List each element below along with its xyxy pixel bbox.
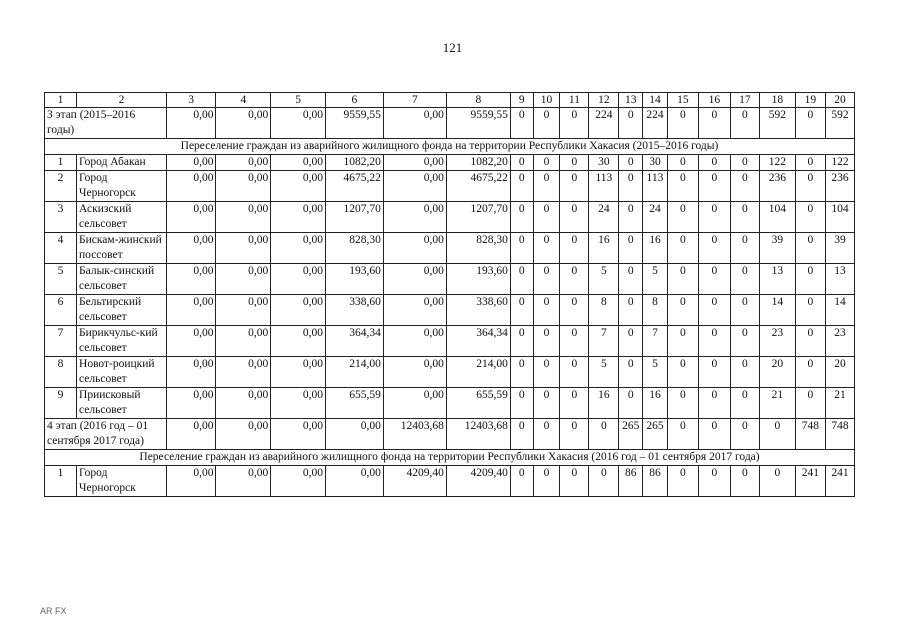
value-cell: 0,00: [216, 388, 271, 419]
value-cell: 1207,70: [325, 202, 383, 233]
value-cell: 0: [560, 357, 589, 388]
value-cell: 0: [560, 295, 589, 326]
value-cell: 0: [510, 326, 533, 357]
column-number-cell: 10: [533, 93, 560, 108]
value-cell: 5: [643, 357, 668, 388]
value-cell: 122: [759, 155, 795, 171]
value-cell: 0,00: [271, 108, 326, 139]
value-cell: 0,00: [383, 202, 446, 233]
value-cell: 0: [698, 419, 730, 450]
value-cell: 0: [698, 202, 730, 233]
value-cell: 0: [730, 388, 759, 419]
section-heading-row: [45, 139, 855, 155]
value-cell: 8: [643, 295, 668, 326]
value-cell: 0: [510, 202, 533, 233]
value-cell: 0,00: [383, 357, 446, 388]
column-number-cell: 16: [698, 93, 730, 108]
value-cell: 241: [795, 466, 825, 497]
column-number-cell: 15: [667, 93, 698, 108]
value-cell: 0: [698, 326, 730, 357]
value-cell: 0: [533, 419, 560, 450]
value-cell: 14: [825, 295, 854, 326]
value-cell: 0,00: [216, 171, 271, 202]
value-cell: 0,00: [271, 295, 326, 326]
column-number-cell: 12: [589, 93, 619, 108]
table-row: [45, 264, 855, 295]
municipality-name: Аскизский сельсовет: [77, 202, 167, 233]
value-cell: 0,00: [216, 419, 271, 450]
value-cell: 0,00: [271, 466, 326, 497]
row-number: 5: [45, 264, 77, 295]
value-cell: 0,00: [271, 388, 326, 419]
value-cell: 0,00: [166, 419, 216, 450]
row-number: 8: [45, 357, 77, 388]
value-cell: 592: [825, 108, 854, 139]
value-cell: 0: [795, 233, 825, 264]
value-cell: 0: [533, 357, 560, 388]
value-cell: 0: [730, 357, 759, 388]
value-cell: 0: [698, 466, 730, 497]
value-cell: 0,00: [216, 155, 271, 171]
value-cell: 122: [825, 155, 854, 171]
value-cell: 0: [667, 466, 698, 497]
housing-resettlement-table: [44, 92, 855, 497]
column-number-cell: 1: [45, 93, 77, 108]
value-cell: 0: [560, 171, 589, 202]
value-cell: 21: [759, 388, 795, 419]
value-cell: 0,00: [166, 155, 216, 171]
column-number-cell: 2: [77, 93, 167, 108]
table-row: [45, 171, 855, 202]
footer-mark: AR FX: [40, 606, 67, 616]
value-cell: 0: [698, 388, 730, 419]
value-cell: 0: [795, 264, 825, 295]
value-cell: 0: [795, 108, 825, 139]
municipality-name: Бирикчульс-кий сельсовет: [77, 326, 167, 357]
value-cell: 338,60: [325, 295, 383, 326]
value-cell: 4675,22: [325, 171, 383, 202]
table-row: [45, 466, 855, 497]
value-cell: 0,00: [271, 155, 326, 171]
value-cell: 265: [619, 419, 643, 450]
value-cell: 16: [589, 233, 619, 264]
value-cell: 0,00: [166, 388, 216, 419]
value-cell: 0: [667, 388, 698, 419]
value-cell: 0: [698, 171, 730, 202]
value-cell: 24: [643, 202, 668, 233]
column-number-cell: 9: [510, 93, 533, 108]
value-cell: 0: [619, 155, 643, 171]
value-cell: 0: [730, 108, 759, 139]
column-number-cell: 18: [759, 93, 795, 108]
value-cell: 0,00: [166, 264, 216, 295]
value-cell: 0: [698, 357, 730, 388]
value-cell: 0,00: [166, 108, 216, 139]
value-cell: 0,00: [383, 233, 446, 264]
stage4-total-row: [45, 419, 855, 450]
value-cell: 224: [643, 108, 668, 139]
value-cell: 7: [643, 326, 668, 357]
value-cell: 20: [759, 357, 795, 388]
value-cell: 0: [589, 419, 619, 450]
value-cell: 0: [667, 171, 698, 202]
value-cell: 0: [698, 108, 730, 139]
value-cell: 1082,20: [325, 155, 383, 171]
value-cell: 0,00: [271, 357, 326, 388]
value-cell: 0: [667, 155, 698, 171]
value-cell: 16: [589, 388, 619, 419]
page-number: 121: [442, 40, 463, 55]
value-cell: 0: [730, 295, 759, 326]
value-cell: 748: [795, 419, 825, 450]
value-cell: 0: [667, 357, 698, 388]
value-cell: 0,00: [216, 295, 271, 326]
value-cell: 655,59: [325, 388, 383, 419]
value-cell: 0: [730, 326, 759, 357]
value-cell: 0,00: [383, 326, 446, 357]
value-cell: 0,00: [216, 108, 271, 139]
value-cell: 0: [510, 419, 533, 450]
value-cell: 0: [730, 171, 759, 202]
value-cell: 0: [533, 326, 560, 357]
municipality-name: Бискам-жинский поссовет: [77, 233, 167, 264]
value-cell: 193,60: [446, 264, 510, 295]
value-cell: 1082,20: [446, 155, 510, 171]
value-cell: 104: [825, 202, 854, 233]
value-cell: 214,00: [325, 357, 383, 388]
value-cell: 0,00: [216, 202, 271, 233]
table-row: [45, 326, 855, 357]
column-number-row: [45, 93, 855, 108]
stage-label: 4 этап (2016 год – 01 сентября 2017 года): [45, 419, 167, 450]
value-cell: 0: [510, 357, 533, 388]
value-cell: 0: [533, 171, 560, 202]
value-cell: 0: [759, 419, 795, 450]
table-row: [45, 388, 855, 419]
value-cell: 0: [795, 171, 825, 202]
value-cell: 241: [825, 466, 854, 497]
value-cell: 338,60: [446, 295, 510, 326]
value-cell: 0: [730, 233, 759, 264]
value-cell: 0,00: [325, 419, 383, 450]
value-cell: 0: [510, 233, 533, 264]
row-number: 1: [45, 155, 77, 171]
column-number-cell: 3: [166, 93, 216, 108]
value-cell: 4209,40: [383, 466, 446, 497]
value-cell: 0: [619, 108, 643, 139]
value-cell: 828,30: [325, 233, 383, 264]
value-cell: 9559,55: [446, 108, 510, 139]
value-cell: 0: [560, 419, 589, 450]
section-heading-row: [45, 450, 855, 466]
value-cell: 828,30: [446, 233, 510, 264]
row-number: 2: [45, 171, 77, 202]
stage3-total-row: [45, 108, 855, 139]
value-cell: 0: [795, 295, 825, 326]
value-cell: 0,00: [383, 264, 446, 295]
value-cell: 21: [825, 388, 854, 419]
value-cell: 0: [510, 388, 533, 419]
row-number: 4: [45, 233, 77, 264]
value-cell: 0: [667, 326, 698, 357]
value-cell: 0,00: [166, 466, 216, 497]
value-cell: 0: [667, 202, 698, 233]
value-cell: 0: [667, 233, 698, 264]
value-cell: 0: [560, 233, 589, 264]
value-cell: 0: [533, 155, 560, 171]
value-cell: 0: [730, 264, 759, 295]
value-cell: 0: [560, 264, 589, 295]
value-cell: 0: [619, 202, 643, 233]
value-cell: 0: [533, 233, 560, 264]
table-row: [45, 202, 855, 233]
value-cell: 0,00: [166, 295, 216, 326]
row-number: 1: [45, 466, 77, 497]
value-cell: 0: [730, 419, 759, 450]
value-cell: 0,00: [216, 326, 271, 357]
value-cell: 0,00: [166, 202, 216, 233]
value-cell: 0,00: [216, 264, 271, 295]
value-cell: 30: [643, 155, 668, 171]
value-cell: 224: [589, 108, 619, 139]
value-cell: 4675,22: [446, 171, 510, 202]
value-cell: 12403,68: [383, 419, 446, 450]
value-cell: 0,00: [383, 388, 446, 419]
value-cell: 214,00: [446, 357, 510, 388]
value-cell: 0,00: [271, 171, 326, 202]
value-cell: 0: [560, 155, 589, 171]
column-number-cell: 8: [446, 93, 510, 108]
value-cell: 23: [759, 326, 795, 357]
value-cell: 0: [619, 326, 643, 357]
value-cell: 0: [795, 202, 825, 233]
value-cell: 14: [759, 295, 795, 326]
value-cell: 0: [533, 388, 560, 419]
value-cell: 0: [698, 155, 730, 171]
value-cell: 0,00: [166, 233, 216, 264]
value-cell: 0: [510, 264, 533, 295]
municipality-name: Город Черногорск: [77, 466, 167, 497]
value-cell: 0,00: [325, 466, 383, 497]
value-cell: 0: [510, 155, 533, 171]
row-number: 7: [45, 326, 77, 357]
value-cell: 0: [667, 419, 698, 450]
column-number-cell: 4: [216, 93, 271, 108]
value-cell: 8: [589, 295, 619, 326]
value-cell: 0: [510, 108, 533, 139]
value-cell: 0: [533, 295, 560, 326]
value-cell: 0,00: [271, 264, 326, 295]
value-cell: 86: [619, 466, 643, 497]
value-cell: 0: [619, 357, 643, 388]
value-cell: 0: [619, 388, 643, 419]
value-cell: 0: [795, 388, 825, 419]
row-number: 9: [45, 388, 77, 419]
value-cell: 0,00: [166, 171, 216, 202]
value-cell: 0,00: [383, 155, 446, 171]
value-cell: 0: [510, 466, 533, 497]
value-cell: 0: [619, 171, 643, 202]
value-cell: 0: [667, 295, 698, 326]
municipality-name: Новот-роицкий сельсовет: [77, 357, 167, 388]
value-cell: 0: [560, 108, 589, 139]
value-cell: 265: [643, 419, 668, 450]
column-number-cell: 11: [560, 93, 589, 108]
value-cell: 24: [589, 202, 619, 233]
table-row: [45, 155, 855, 171]
value-cell: 592: [759, 108, 795, 139]
value-cell: 0: [533, 264, 560, 295]
value-cell: 5: [589, 357, 619, 388]
column-number-cell: 19: [795, 93, 825, 108]
value-cell: 0,00: [216, 466, 271, 497]
value-cell: 0: [667, 264, 698, 295]
column-number-cell: 7: [383, 93, 446, 108]
value-cell: 5: [589, 264, 619, 295]
value-cell: 113: [643, 171, 668, 202]
value-cell: 655,59: [446, 388, 510, 419]
value-cell: 0: [589, 466, 619, 497]
value-cell: 5: [643, 264, 668, 295]
value-cell: 16: [643, 388, 668, 419]
value-cell: 0,00: [271, 233, 326, 264]
value-cell: 0,00: [383, 108, 446, 139]
value-cell: 0: [795, 326, 825, 357]
value-cell: 236: [759, 171, 795, 202]
value-cell: 0: [730, 466, 759, 497]
section-heading: Переселение граждан из аварийного жилищного фонда на территории Республики Хакасия (2016 год – 01 сентября 2017 года): [45, 450, 855, 466]
value-cell: 0: [698, 264, 730, 295]
value-cell: 23: [825, 326, 854, 357]
value-cell: 13: [759, 264, 795, 295]
section-heading: Переселение граждан из аварийного жилищного фонда на территории Республики Хакасия (2015–2016 годы): [45, 139, 855, 155]
value-cell: 0: [533, 466, 560, 497]
value-cell: 0,00: [166, 357, 216, 388]
column-number-cell: 5: [271, 93, 326, 108]
value-cell: 13: [825, 264, 854, 295]
column-number-cell: 20: [825, 93, 854, 108]
value-cell: 0: [795, 357, 825, 388]
value-cell: 0: [510, 171, 533, 202]
value-cell: 20: [825, 357, 854, 388]
value-cell: 0: [560, 388, 589, 419]
value-cell: 16: [643, 233, 668, 264]
value-cell: 0: [759, 466, 795, 497]
value-cell: 0: [619, 264, 643, 295]
value-cell: 0: [619, 233, 643, 264]
value-cell: 236: [825, 171, 854, 202]
value-cell: 193,60: [325, 264, 383, 295]
value-cell: 0,00: [383, 295, 446, 326]
table-row: [45, 357, 855, 388]
value-cell: 0: [795, 155, 825, 171]
column-number-cell: 17: [730, 93, 759, 108]
value-cell: 12403,68: [446, 419, 510, 450]
value-cell: 0: [730, 155, 759, 171]
table-row: [45, 233, 855, 264]
municipality-name: Бельтирский сельсовет: [77, 295, 167, 326]
column-number-cell: 14: [643, 93, 668, 108]
value-cell: 0: [560, 466, 589, 497]
value-cell: 0: [698, 295, 730, 326]
municipality-name: Приисковый сельсовет: [77, 388, 167, 419]
value-cell: 748: [825, 419, 854, 450]
value-cell: 0,00: [271, 326, 326, 357]
value-cell: 0: [730, 202, 759, 233]
value-cell: 0: [619, 295, 643, 326]
value-cell: 0: [533, 202, 560, 233]
column-number-cell: 6: [325, 93, 383, 108]
value-cell: 104: [759, 202, 795, 233]
municipality-name: Город Абакан: [77, 155, 167, 171]
value-cell: 4209,40: [446, 466, 510, 497]
municipality-name: Балык-синский сельсовет: [77, 264, 167, 295]
value-cell: 364,34: [446, 326, 510, 357]
value-cell: 113: [589, 171, 619, 202]
value-cell: 0,00: [271, 202, 326, 233]
table-row: [45, 295, 855, 326]
municipality-name: Город Черногорск: [77, 171, 167, 202]
column-number-cell: 13: [619, 93, 643, 108]
value-cell: 0,00: [216, 357, 271, 388]
row-number: 3: [45, 202, 77, 233]
stage-label: 3 этап (2015–2016 годы): [45, 108, 167, 139]
value-cell: 39: [759, 233, 795, 264]
row-number: 6: [45, 295, 77, 326]
value-cell: 0,00: [383, 171, 446, 202]
value-cell: 0: [560, 202, 589, 233]
value-cell: 0,00: [166, 326, 216, 357]
value-cell: 30: [589, 155, 619, 171]
value-cell: 0: [510, 295, 533, 326]
value-cell: 364,34: [325, 326, 383, 357]
value-cell: 9559,55: [325, 108, 383, 139]
value-cell: 0: [698, 233, 730, 264]
value-cell: 0,00: [271, 419, 326, 450]
value-cell: 39: [825, 233, 854, 264]
value-cell: 7: [589, 326, 619, 357]
value-cell: 0: [533, 108, 560, 139]
value-cell: 1207,70: [446, 202, 510, 233]
value-cell: 0: [560, 326, 589, 357]
value-cell: 86: [643, 466, 668, 497]
value-cell: 0,00: [216, 233, 271, 264]
value-cell: 0: [667, 108, 698, 139]
